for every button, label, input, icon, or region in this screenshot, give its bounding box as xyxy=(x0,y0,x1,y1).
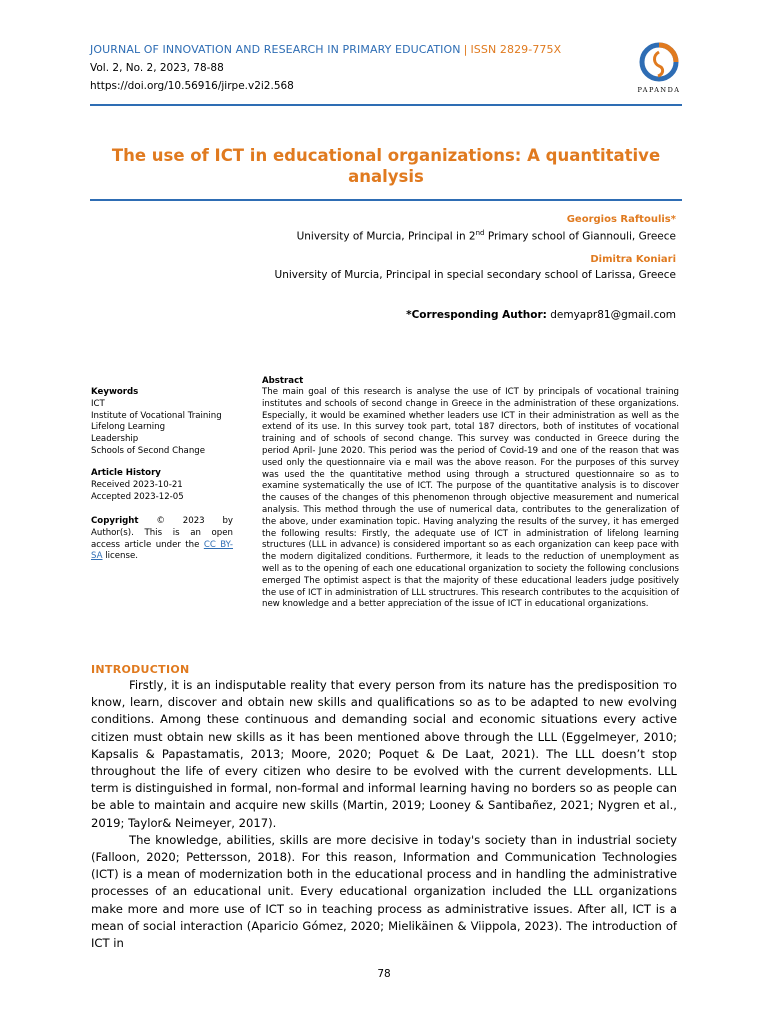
keyword: Institute of Vocational Training xyxy=(91,410,222,421)
publisher-name: PAPANDA xyxy=(637,86,681,94)
copyright-notice: Copyright © 2023 by Author(s). This is an open access article under the CC BY-SA license. xyxy=(91,516,233,562)
volume-info: Vol. 2, No. 2, 2023, 78-88 xyxy=(90,62,224,74)
author-affiliation-1: University of Murcia, Principal in 2nd Primary school of Giannouli, Greece xyxy=(296,229,676,243)
doi-link[interactable]: https://doi.org/10.56916/jirpe.v2i2.568 xyxy=(90,80,294,92)
journal-header xyxy=(90,43,561,56)
author-affiliation-2: University of Murcia, Principal in special secondary school of Larissa, Greece xyxy=(274,269,676,281)
title-rule xyxy=(90,199,682,201)
license-link[interactable]: CC BY-SA xyxy=(91,539,233,562)
keyword: Leadership xyxy=(91,434,139,445)
corresponding-email[interactable]: demyapr81@gmail.com xyxy=(550,309,676,321)
papanda-logo xyxy=(628,40,690,96)
history-heading: Article History xyxy=(91,468,161,478)
accepted-date: Accepted 2023-12-05 xyxy=(91,491,184,502)
author-name-1: Georgios Raftoulis* xyxy=(566,214,676,225)
keywords-heading: Keywords xyxy=(91,387,139,397)
article-title: The use of ICT in educational organizations: A quantitative analysis xyxy=(111,146,661,186)
journal-issn: ISSN 2829-775X xyxy=(470,43,562,56)
keyword: Schools of Second Change xyxy=(91,445,206,456)
keyword: ICT xyxy=(91,398,105,409)
article-history-section xyxy=(91,468,233,503)
introduction-heading: INTRODUCTION xyxy=(91,663,190,676)
corresponding-label: *Corresponding Author: xyxy=(406,309,547,321)
author-name-2: Dimitra Koniari xyxy=(590,254,676,265)
abstract-text: The main goal of this research is analyse the use of ICT by principals of vocational training institutes and schools of second change in Greece in the administration of these organizations. Especially, it would be examined whether leaders use ICT in their administration as well as the extend of its use. In this survey took part, total 187 directors, both of institutes of vocational training and of schools of second change. This survey was conducted in Greece during the period April- June 2020. This period was the period of Covid-19 and one of the reason that was used only the questionnaire via e mail was the above reason. For the purposes of this survey was used the the quantitative method using through a structured questionnaire so as to examine systematically the use of ICT. The purpose of the quantitative analysis is to discover the causes of the changes of this phenomenon through objective measurement and numerical analysis. This method through the use of numerical data, contributes to the generalization of the above, under examination topic. Having analyzing the results of the survey, it has emerged the following results: Firstly, the adequate use of ICT in administration of lifelong learning structures (LLL in advance) is considered important so as each organization can keep pace with the modern digitalized conditions. Furthermore, it leads to the reduction of unemployment as well as to the opening of each one educational organization to society the following conclusions emerged The optimist aspect is that the majority of these educational leaders judge positively the use of ICT in administration of LLL structrures. This research contributes to the acquisition of new knowledge and a better appreciation of the issue of ICT in educational organizations. xyxy=(262,387,679,610)
header-rule xyxy=(90,104,682,106)
paragraph: Firstly, it is an indisputable reality that every person from its nature has the predisposition то know, learn, discover and obtain new skills and qualifications so as to be adapted to new evolving conditions. Among these continuous and demanding social and economic situations every active citizen must obtain new skills as it has been mentioned above through the LLL (Eggelmeyer, 2010; Kapsalis & Papastamatis, 2013; Moore, 2020; Poquet & De Laat, 2021). The LLL doesn’t stop throughout the life of every citizen who desire to be evolved with the current developments. LLL term is distinguished in formal, non-formal and informal learning having no borders so as people can be able to maintain and acquire new skills (Martin, 2019; Looney & Santibañez, 2021; Nygren et al., 2019; Taylor& Neimeyer, 2017). xyxy=(91,678,677,830)
paragraph: The knowledge, abilities, skills are more decisive in today's society than in industrial society (Falloon, 2020; Pettersson, 2018). For this reason, Information and Communication Technologies (ICT) is a mean of modernization both in the educational process and in handling the administrative processes of an educational unit. Every educational organization included the LLL organizations make more and more use of ICT so in teaching process as administrative issues. After all, ICT is a mean of social interaction (Aparicio Gómez, 2020; Mielikäinen & Viippola, 2023). The introduction of ICT in xyxy=(91,832,677,951)
journal-separator: | xyxy=(463,43,468,56)
keyword: Lifelong Learning xyxy=(91,422,166,433)
received-date: Received 2023-10-21 xyxy=(91,479,183,490)
page-number: 78 xyxy=(377,968,391,980)
corresponding-author xyxy=(406,309,676,321)
journal-name: JOURNAL OF INNOVATION AND RESEARCH IN PRIMARY EDUCATION xyxy=(90,43,461,56)
copyright-label: Copyright xyxy=(91,516,139,526)
abstract-heading: Abstract xyxy=(262,376,304,386)
papanda-logo-icon xyxy=(628,40,690,96)
introduction-body xyxy=(91,677,677,952)
keywords-section xyxy=(91,387,233,458)
